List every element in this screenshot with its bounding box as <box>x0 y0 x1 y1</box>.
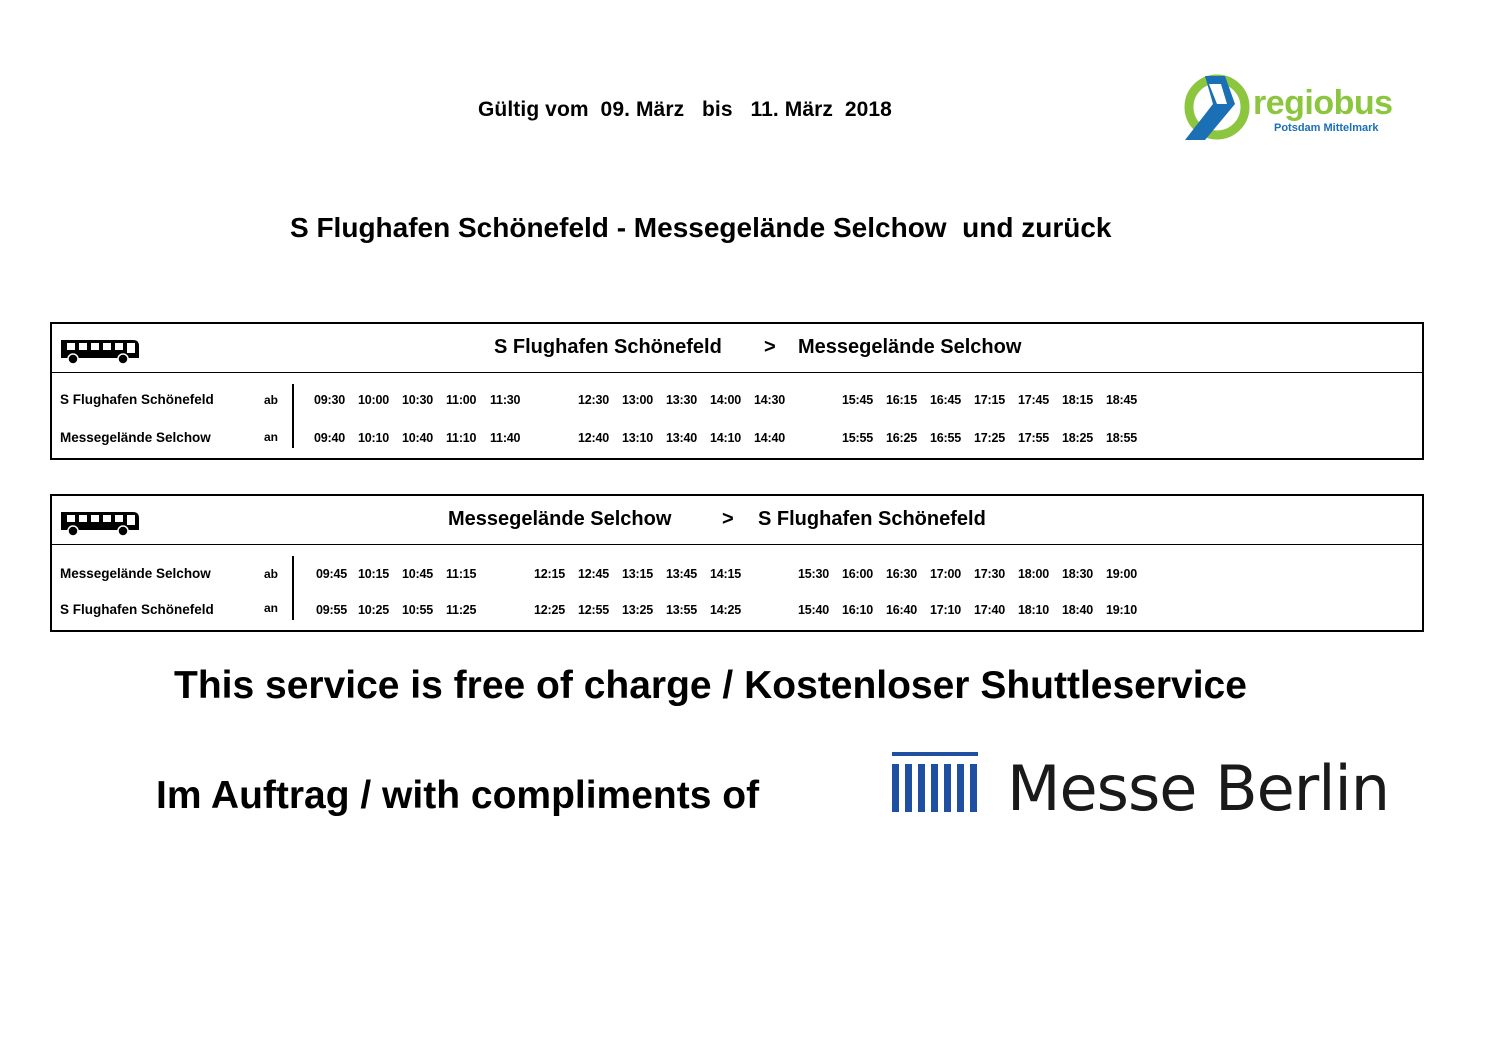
time-cell: 13:10 <box>622 431 653 445</box>
time-cell: 12:55 <box>578 603 609 617</box>
timetable-header <box>52 324 1422 373</box>
bus-icon <box>57 336 141 366</box>
regiobus-subtitle: Potsdam Mittelmark <box>1274 122 1379 134</box>
time-cell: 16:40 <box>886 603 917 617</box>
stop-name: S Flughafen Schönefeld <box>60 392 214 407</box>
timetable-header <box>52 496 1422 545</box>
time-cell: 17:15 <box>974 393 1005 407</box>
time-cell: 10:55 <box>402 603 433 617</box>
column-divider <box>292 384 294 448</box>
timetable-to: Messegelände Selchow <box>798 336 1022 358</box>
time-cell: 14:30 <box>754 393 785 407</box>
time-cell: 14:40 <box>754 431 785 445</box>
time-cell: 11:30 <box>490 393 521 407</box>
time-cell: 15:30 <box>798 567 829 581</box>
time-cell: 16:30 <box>886 567 917 581</box>
free-service-note: This service is free of charge / Kostenloser Shuttleservice <box>174 664 1247 707</box>
time-cell: 12:15 <box>534 567 565 581</box>
direction-arrow: > <box>722 508 734 530</box>
time-cell: 14:00 <box>710 393 741 407</box>
time-cell: 11:10 <box>446 431 477 445</box>
time-cell: 10:10 <box>358 431 389 445</box>
direction-arrow: > <box>764 336 776 358</box>
time-cell: 09:30 <box>314 393 345 407</box>
time-cell: 09:45 <box>316 567 347 581</box>
time-cell: 10:15 <box>358 567 389 581</box>
stop-name: Messegelände Selchow <box>60 566 211 581</box>
time-cell: 19:00 <box>1106 567 1137 581</box>
time-cell: 10:45 <box>402 567 433 581</box>
time-cell: 16:10 <box>842 603 873 617</box>
time-cell: 11:00 <box>446 393 477 407</box>
time-cell: 11:40 <box>490 431 521 445</box>
time-cell: 17:25 <box>974 431 1005 445</box>
time-cell: 10:40 <box>402 431 433 445</box>
time-cell: 12:30 <box>578 393 609 407</box>
departure-marker: ab <box>264 567 279 581</box>
time-cell: 17:30 <box>974 567 1005 581</box>
messe-berlin-wordmark: Messe Berlin <box>1007 752 1390 825</box>
arrival-marker: an <box>264 601 279 615</box>
time-cell: 13:25 <box>622 603 653 617</box>
time-cell: 14:25 <box>710 603 741 617</box>
time-cell: 11:15 <box>446 567 477 581</box>
column-divider <box>292 556 294 620</box>
timetable-to: S Flughafen Schönefeld <box>758 508 986 530</box>
time-cell: 10:30 <box>402 393 433 407</box>
time-cell: 18:10 <box>1018 603 1049 617</box>
time-cell: 13:45 <box>666 567 697 581</box>
time-cell: 10:25 <box>358 603 389 617</box>
time-cell: 16:45 <box>930 393 961 407</box>
stop-name: S Flughafen Schönefeld <box>60 602 214 617</box>
time-cell: 13:15 <box>622 567 653 581</box>
time-cell: 18:40 <box>1062 603 1093 617</box>
time-cell: 13:00 <box>622 393 653 407</box>
time-cell: 16:00 <box>842 567 873 581</box>
time-cell: 10:00 <box>358 393 389 407</box>
time-cell: 18:45 <box>1106 393 1137 407</box>
time-cell: 13:55 <box>666 603 697 617</box>
time-cell: 19:10 <box>1106 603 1137 617</box>
validity-period: Gültig vom 09. März bis 11. März 2018 <box>478 98 892 121</box>
regiobus-wordmark: regiobus <box>1253 84 1393 122</box>
time-cell: 16:55 <box>930 431 961 445</box>
time-cell: 17:45 <box>1018 393 1049 407</box>
time-cell: 18:00 <box>1018 567 1049 581</box>
time-cell: 12:25 <box>534 603 565 617</box>
time-cell: 09:55 <box>316 603 347 617</box>
time-cell: 17:00 <box>930 567 961 581</box>
time-cell: 13:40 <box>666 431 697 445</box>
time-cell: 13:30 <box>666 393 697 407</box>
time-cell: 18:30 <box>1062 567 1093 581</box>
compliments-text: Im Auftrag / with compliments of <box>156 774 760 817</box>
time-cell: 14:15 <box>710 567 741 581</box>
time-cell: 15:55 <box>842 431 873 445</box>
arrival-marker: an <box>264 430 279 444</box>
time-cell: 17:55 <box>1018 431 1049 445</box>
time-cell: 18:15 <box>1062 393 1093 407</box>
time-cell: 12:40 <box>578 431 609 445</box>
time-cell: 09:40 <box>314 431 345 445</box>
time-cell: 17:40 <box>974 603 1005 617</box>
time-cell: 18:25 <box>1062 431 1093 445</box>
time-cell: 17:10 <box>930 603 961 617</box>
timetable-from: S Flughafen Schönefeld <box>494 336 722 358</box>
timetable-return <box>50 494 1424 632</box>
route-title: S Flughafen Schönefeld - Messegelände Selchow und zurück <box>290 212 1112 243</box>
time-cell: 16:15 <box>886 393 917 407</box>
messe-berlin-logo-icon <box>890 752 980 814</box>
time-cell: 15:45 <box>842 393 873 407</box>
time-cell: 11:25 <box>446 603 477 617</box>
timetable-outbound <box>50 322 1424 460</box>
time-cell: 16:25 <box>886 431 917 445</box>
time-cell: 14:10 <box>710 431 741 445</box>
time-cell: 15:40 <box>798 603 829 617</box>
bus-icon <box>57 508 141 538</box>
timetable-from: Messegelände Selchow <box>448 508 672 530</box>
time-cell: 18:55 <box>1106 431 1137 445</box>
stop-name: Messegelände Selchow <box>60 430 211 445</box>
departure-marker: ab <box>264 393 279 407</box>
time-cell: 12:45 <box>578 567 609 581</box>
